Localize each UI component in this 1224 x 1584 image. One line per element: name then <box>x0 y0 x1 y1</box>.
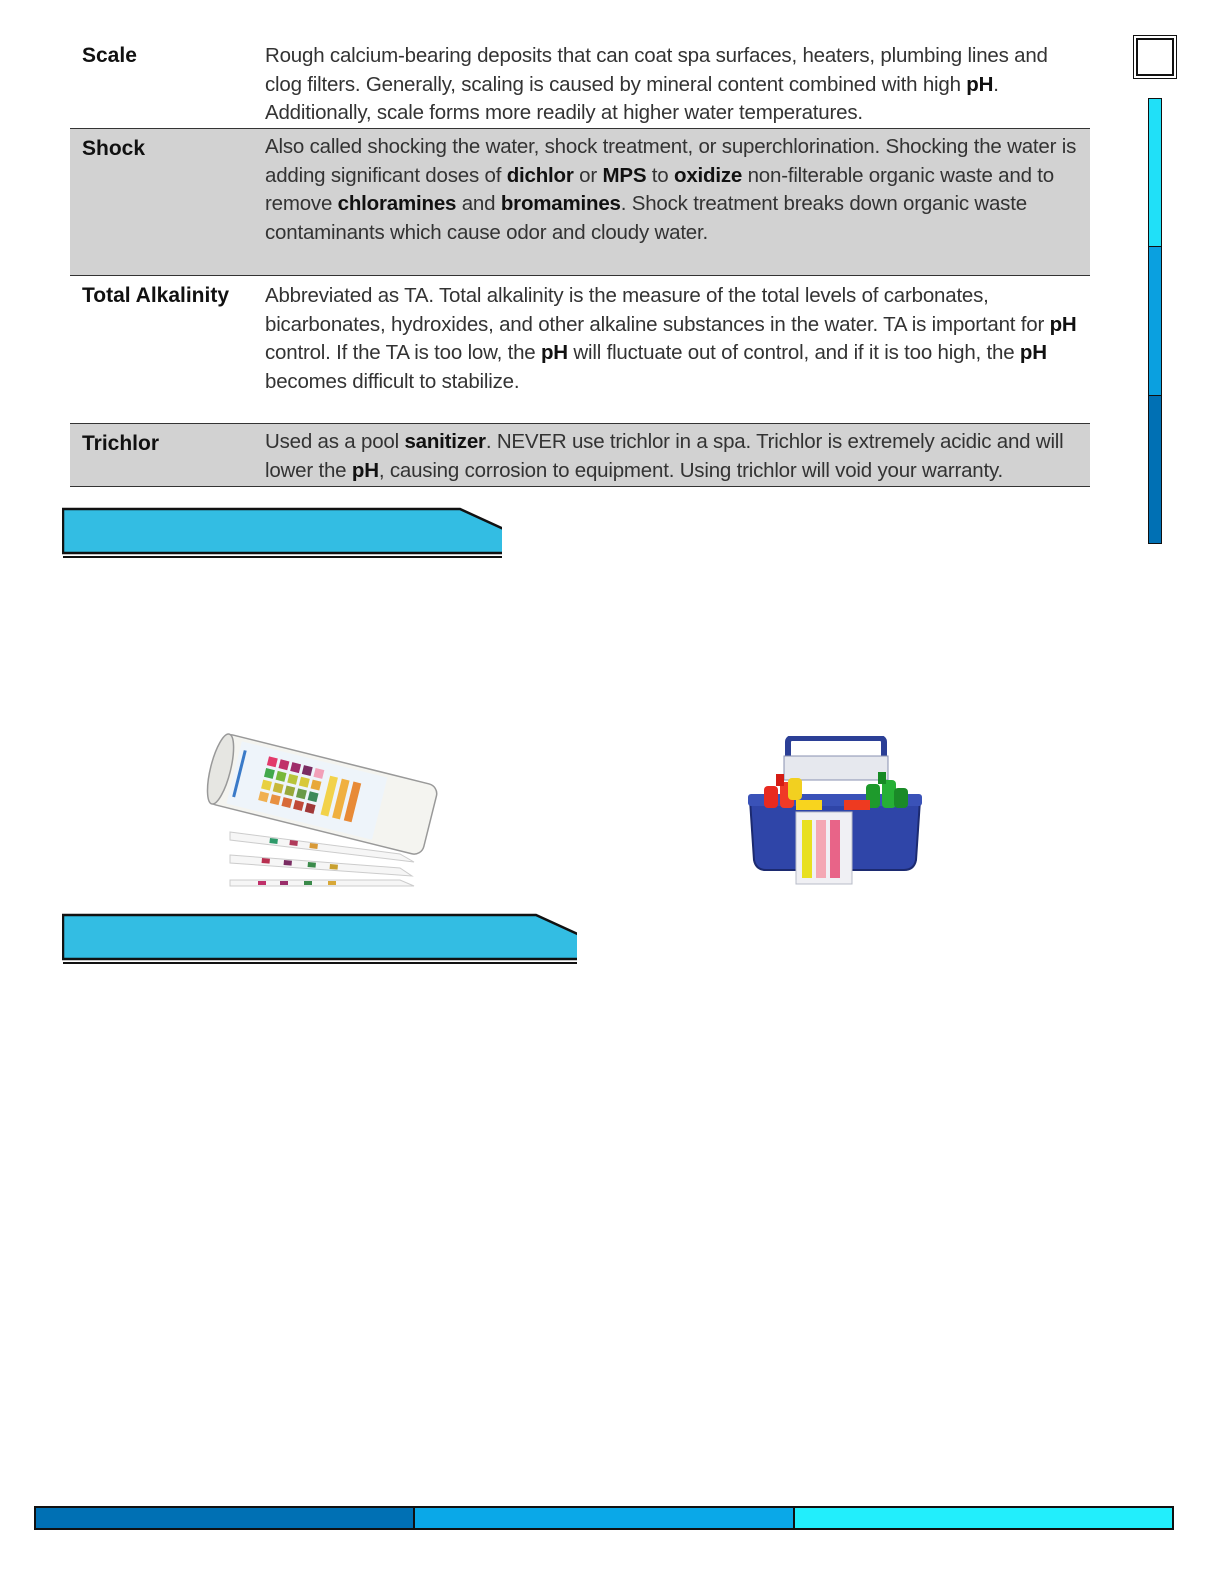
glossary-text: to <box>646 163 674 187</box>
glossary-definition <box>265 38 1090 128</box>
glossary-definition <box>265 129 1090 275</box>
glossary-text: . Additionally, scale forms more readily at higher water temperatures. <box>265 72 999 125</box>
banner-fill <box>63 915 577 959</box>
glossary-row-scale <box>70 38 1090 129</box>
footer-color-bar <box>34 1506 1174 1530</box>
glossary-table <box>70 38 1090 487</box>
glossary-keyword: dichlor <box>506 163 574 187</box>
glossary-keyword: chloramines <box>337 192 457 216</box>
section-banner <box>62 912 577 966</box>
side-color-bar <box>1148 98 1162 544</box>
glossary-row-shock <box>70 129 1090 276</box>
banner-fill <box>63 509 502 553</box>
side-bar-segment <box>1149 396 1161 543</box>
glossary-keyword: MPS <box>602 163 647 187</box>
glossary-definition <box>265 424 1090 486</box>
glossary-text: , causing corrosion to equipment. Using trichlor will void your warranty. <box>378 458 1004 482</box>
footer-bar-segment <box>795 1508 1172 1528</box>
side-bar-segment <box>1149 99 1161 247</box>
glossary-term: Trichlor <box>82 432 160 455</box>
glossary-text: non-filterable organic waste and to remove <box>265 163 1054 216</box>
glossary-term: Total Alkalinity <box>82 284 230 307</box>
glossary-text: Also called shocking the water, shock treatment, or superchlorination. Shocking the water is adding significant doses of <box>265 135 1077 187</box>
glossary-text: and <box>456 192 501 216</box>
glossary-text: Used as a pool <box>265 430 405 453</box>
test-strips-image <box>200 730 440 890</box>
glossary-definition <box>265 276 1090 423</box>
glossary-keyword: bromamines <box>500 192 621 216</box>
glossary-row-total-alkalinity <box>70 276 1090 424</box>
glossary-keyword: pH <box>351 458 379 482</box>
glossary-term: Scale <box>82 44 137 67</box>
side-bar-segment <box>1149 247 1161 395</box>
checkbox[interactable] <box>1136 38 1174 76</box>
glossary-keyword: sanitizer <box>404 430 486 453</box>
section-banner <box>62 506 502 560</box>
glossary-keyword: pH <box>1019 341 1047 365</box>
glossary-keyword: pH <box>966 72 994 96</box>
glossary-text: Rough calcium-bearing deposits that can coat spa surfaces, heaters, plumbing lines and clog filters. Generally, scaling is caused by mineral content combined with high <box>265 44 1048 96</box>
glossary-keyword: oxidize <box>674 163 743 187</box>
test-kit-image <box>744 736 926 888</box>
glossary-text: or <box>573 163 603 187</box>
glossary-keyword: pH <box>1049 312 1077 336</box>
footer-bar-segment <box>36 1508 415 1528</box>
glossary-text: . NEVER use trichlor in a spa. Trichlor is extremely acidic and will lower the <box>265 430 1064 482</box>
glossary-text: control. If the TA is too low, the <box>265 341 541 365</box>
glossary-term: Shock <box>82 137 146 160</box>
glossary-text: will fluctuate out of control, and if it is too high, the <box>567 341 1020 365</box>
glossary-keyword: pH <box>540 341 568 365</box>
glossary-row-trichlor <box>70 424 1090 487</box>
glossary-text: becomes difficult to stabilize. <box>265 369 520 393</box>
footer-bar-segment <box>415 1508 794 1528</box>
glossary-text: . Shock treatment breaks down organic waste contaminants which cause odor and cloudy water. <box>265 192 1027 244</box>
glossary-text: Abbreviated as TA. Total alkalinity is the measure of the total levels of carbonates, bicarbonates, hydroxides, and other alkaline substances in the water. TA is important for <box>265 284 1050 336</box>
